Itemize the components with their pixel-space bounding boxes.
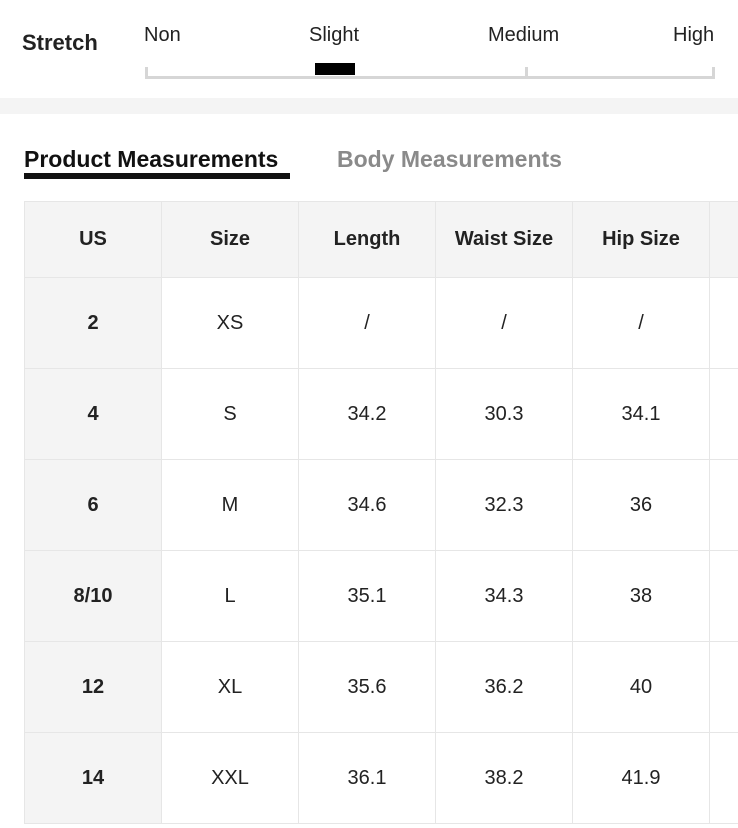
cell-hip-size: 38 [573,551,710,642]
cell-waist-size: 36.2 [436,642,573,733]
tab-product-measurements[interactable]: Product Measurements [24,146,279,172]
cell-hip-size: 34.1 [573,369,710,460]
cell-length: 34.6 [299,460,436,551]
cell-hip-size: 40 [573,642,710,733]
stretch-level-marker [315,63,355,75]
cell-waist-size: 38.2 [436,733,573,824]
header-hip-size: Hip Size [573,202,710,278]
cell-hip-size: / [573,278,710,369]
header-overflow-cell [710,202,738,278]
overflow-cell [710,369,738,460]
cell-size: XS [162,278,299,369]
cell-length: 35.6 [299,642,436,733]
cell-length: 34.2 [299,369,436,460]
section-divider [0,98,738,114]
cell-length: 36.1 [299,733,436,824]
measurement-tabs [0,114,738,201]
overflow-cell [710,278,738,369]
cell-size: S [162,369,299,460]
cell-length: 35.1 [299,551,436,642]
cell-size: XXL [162,733,299,824]
stretch-option-slight: Slight [309,24,360,46]
stretch-scale-tick [525,67,528,79]
tab-body-measurements[interactable]: Body Measurements [337,146,562,172]
overflow-cell [710,551,738,642]
table-row [25,733,738,824]
cell-size: XL [162,642,299,733]
table-row [25,551,738,642]
cell-us: 6 [25,460,162,551]
cell-waist-size: 30.3 [436,369,573,460]
cell-waist-size: 34.3 [436,551,573,642]
header-length: Length [299,202,436,278]
size-table [24,201,738,824]
size-table-container[interactable] [24,201,738,828]
stretch-scale-line [145,76,715,79]
stretch-scale [145,67,715,79]
stretch-scale-tick [145,67,148,79]
cell-hip-size: 41.9 [573,733,710,824]
stretch-label: Stretch [22,30,98,55]
stretch-section [0,0,738,98]
cell-us: 14 [25,733,162,824]
table-header-row [25,202,738,278]
header-waist-size: Waist Size [436,202,573,278]
header-size: Size [162,202,299,278]
cell-hip-size: 36 [573,460,710,551]
table-row [25,369,738,460]
stretch-scale-tick [712,67,715,79]
header-us: US [25,202,162,278]
overflow-cell [710,460,738,551]
overflow-cell [710,733,738,824]
table-row [25,460,738,551]
overflow-cell [710,642,738,733]
cell-waist-size: / [436,278,573,369]
table-row [25,642,738,733]
cell-length: / [299,278,436,369]
cell-us: 12 [25,642,162,733]
cell-us: 2 [25,278,162,369]
cell-us: 4 [25,369,162,460]
stretch-option-non: Non [144,24,181,46]
active-tab-underline [24,173,290,179]
cell-waist-size: 32.3 [436,460,573,551]
table-row [25,278,738,369]
cell-size: M [162,460,299,551]
cell-size: L [162,551,299,642]
stretch-option-high: High [673,24,715,46]
stretch-option-medium: Medium [488,24,560,46]
cell-us: 8/10 [25,551,162,642]
